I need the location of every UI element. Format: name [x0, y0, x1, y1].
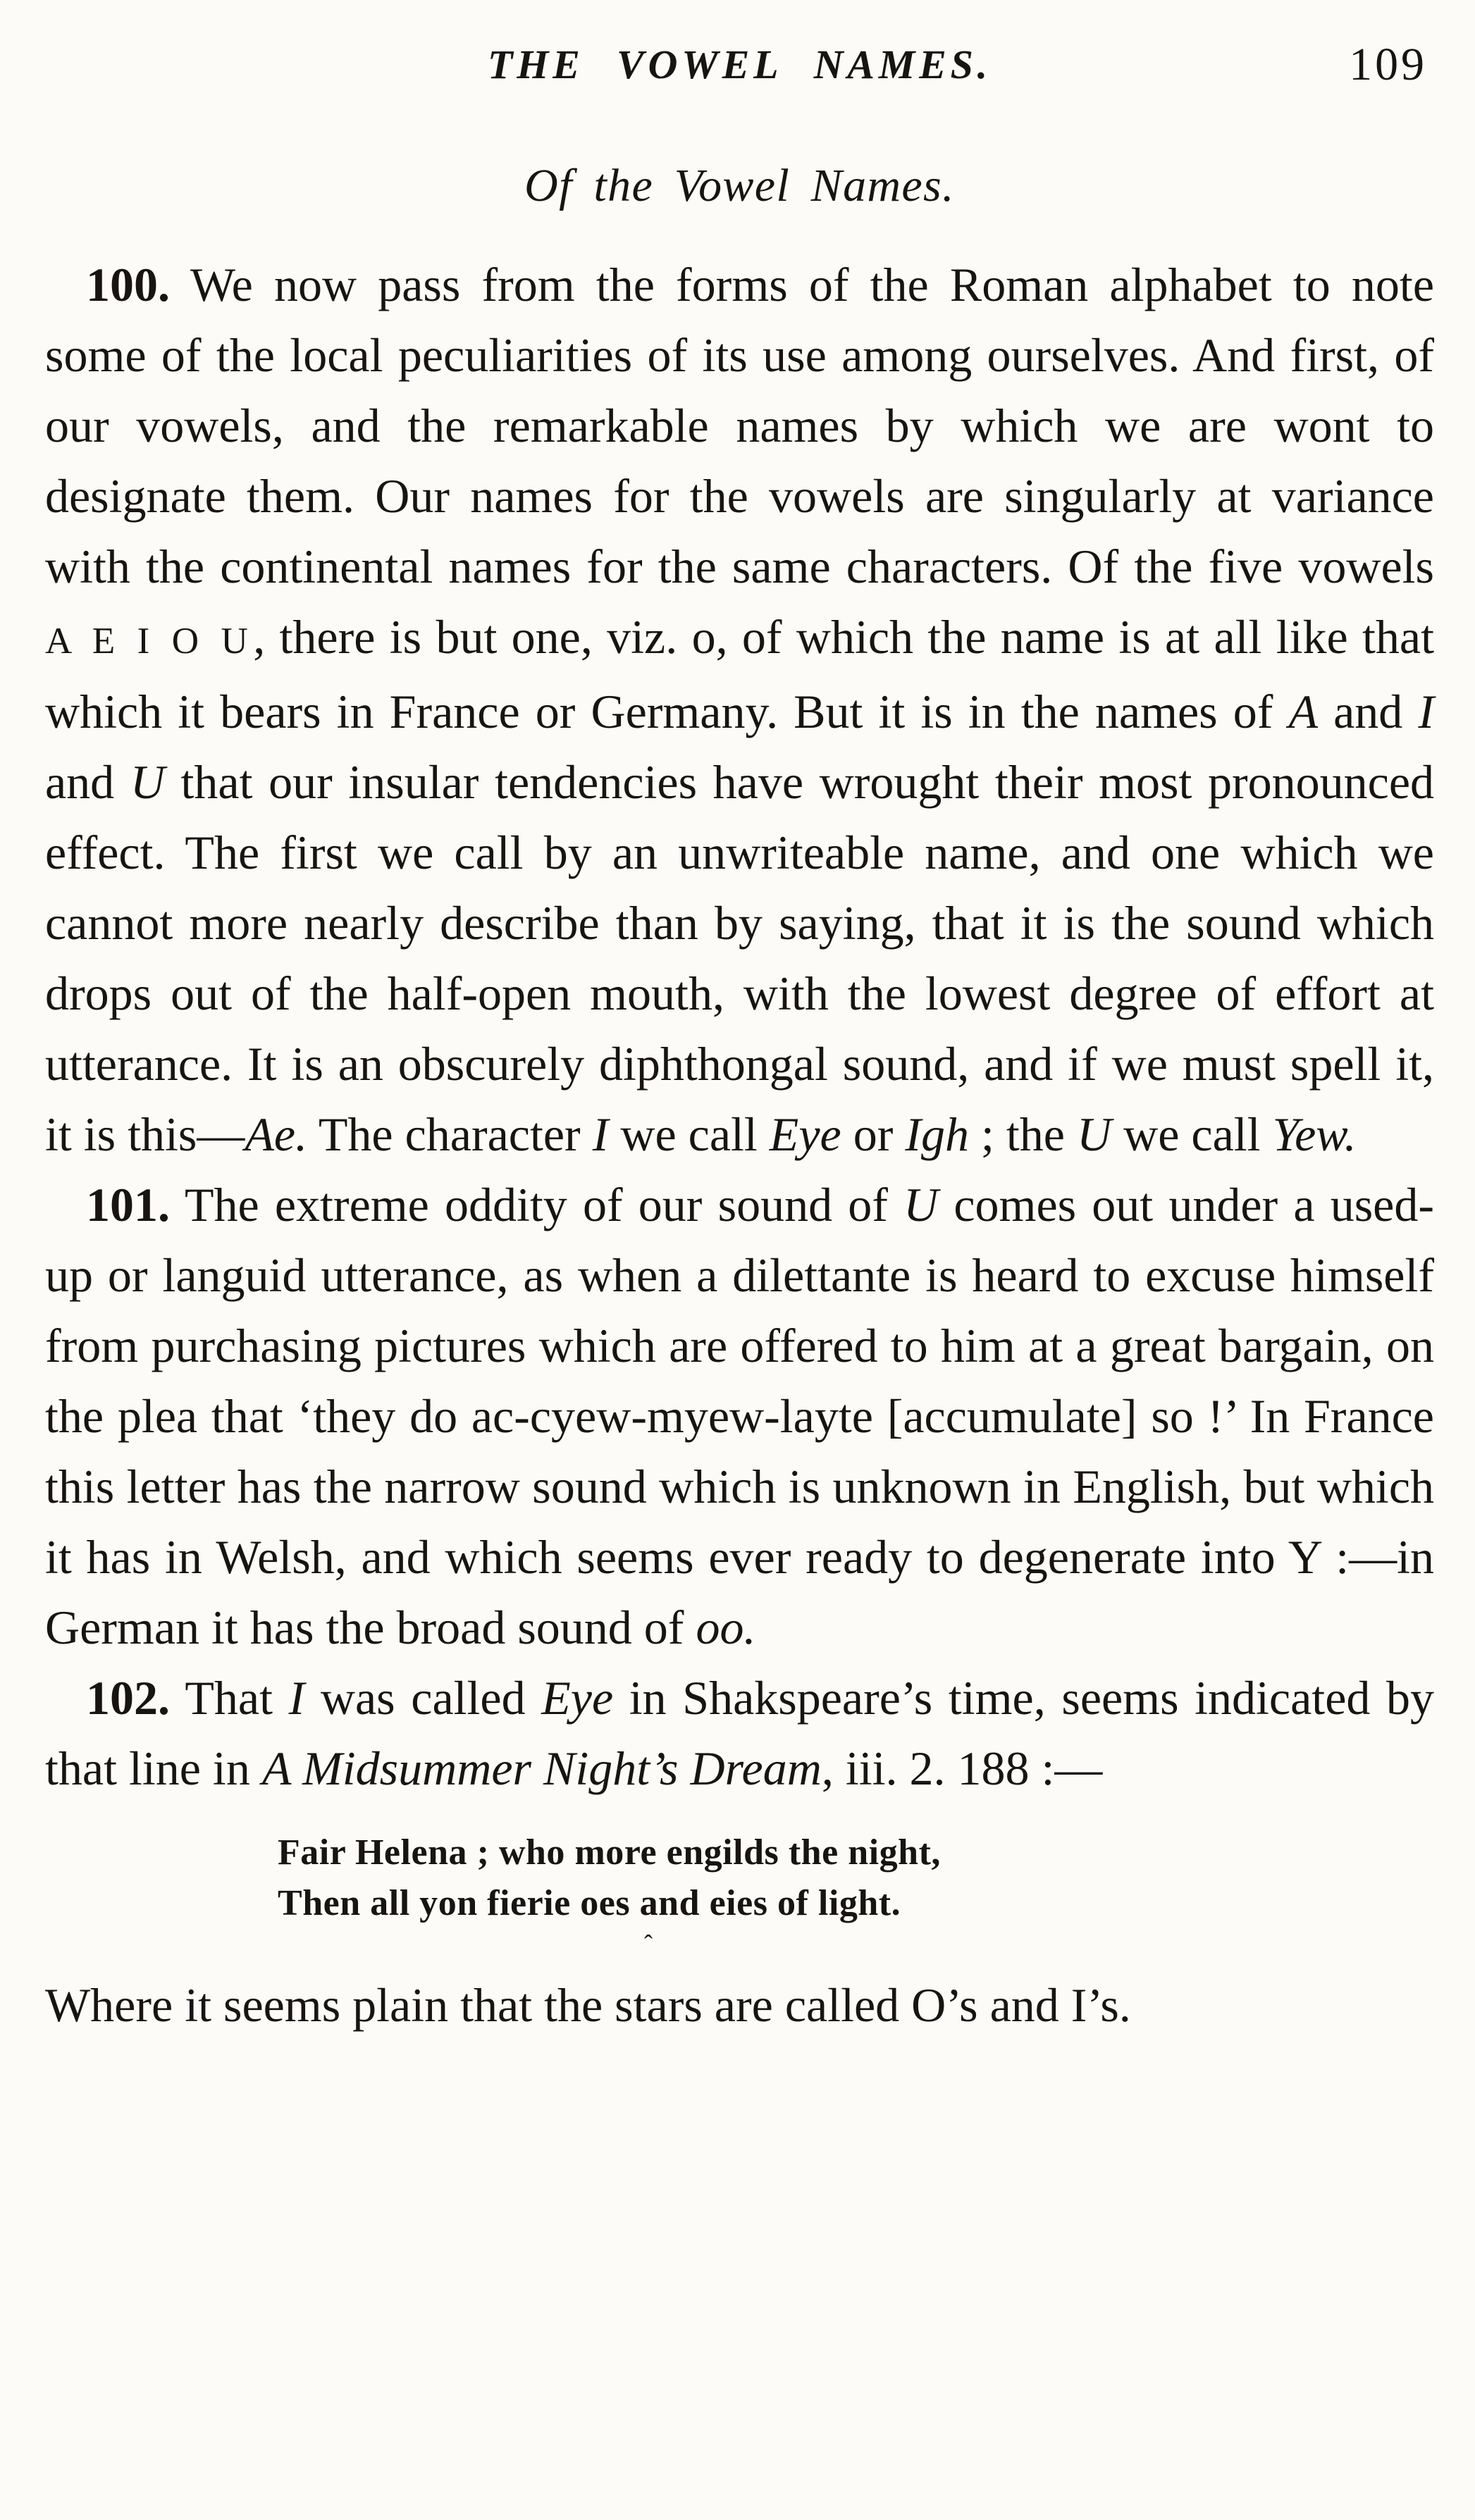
section-title: Of the Vowel Names. — [524, 160, 955, 211]
closing-line: Where it seems plain that the stars are called O’s and I’s. — [45, 1978, 1131, 2032]
running-head-title: THE VOWEL NAMES. — [488, 42, 992, 87]
paragraph-101: 101. The extreme oddity of our sound of U comes out under a used-up or languid utterance, as when a dilettante is heard to excuse himself from purchasing pictures which are offered to him at a great bargain, on the plea that ‘they do ac-cyew-myew-layte [accumulate] so !’ In France this letter has the narrow sound which is unknown in English, but which it has in Welsh, and which seems ever ready to degenerate into Y :—in German it has the broad sound of oo. — [45, 1178, 1434, 1654]
quote-line-1: Fair Helena ; who more engilds the night, — [278, 1832, 941, 1873]
page-number: 109 — [1349, 39, 1427, 90]
paragraph-102: 102. That I was called Eye in Shakspeare’s time, seems indicated by that line in A Midsummer Night’s Dream, iii. 2. 188 :— — [45, 1671, 1434, 1795]
paragraph-100: 100. We now pass from the forms of the Roman alphabet to note some of the local peculiarities of its use among ourselves. And first, of our vowels, and the remarkable names by which we are wont to designate them. Our names for the vowels are singularly at variance with the continental names for the same characters. Of the five vowels A E I O U, there is but one, viz. o, of which the name is at all like that which it bears in France or Germany. But it is in the names of A and I and U that our insular tendencies have wrought their most pronounced effect. The first we call by an unwriteable name, and one which we cannot more nearly describe than by saying, that it is the sound which drops out of the half-open mouth, with the lowest degree of effort at utterance. It is an obscurely diphthongal sound, and if we must spell it, it is this—Ae. The character I we call Eye or Igh ; the U we call Yew. — [45, 258, 1435, 1161]
verse-quote — [278, 1827, 1434, 1929]
running-head — [45, 41, 1434, 97]
quote-line-2: Then all yon fierie oes and eies of light. — [278, 1883, 901, 1923]
print-artifact-caret: ˆ — [644, 1930, 653, 1958]
